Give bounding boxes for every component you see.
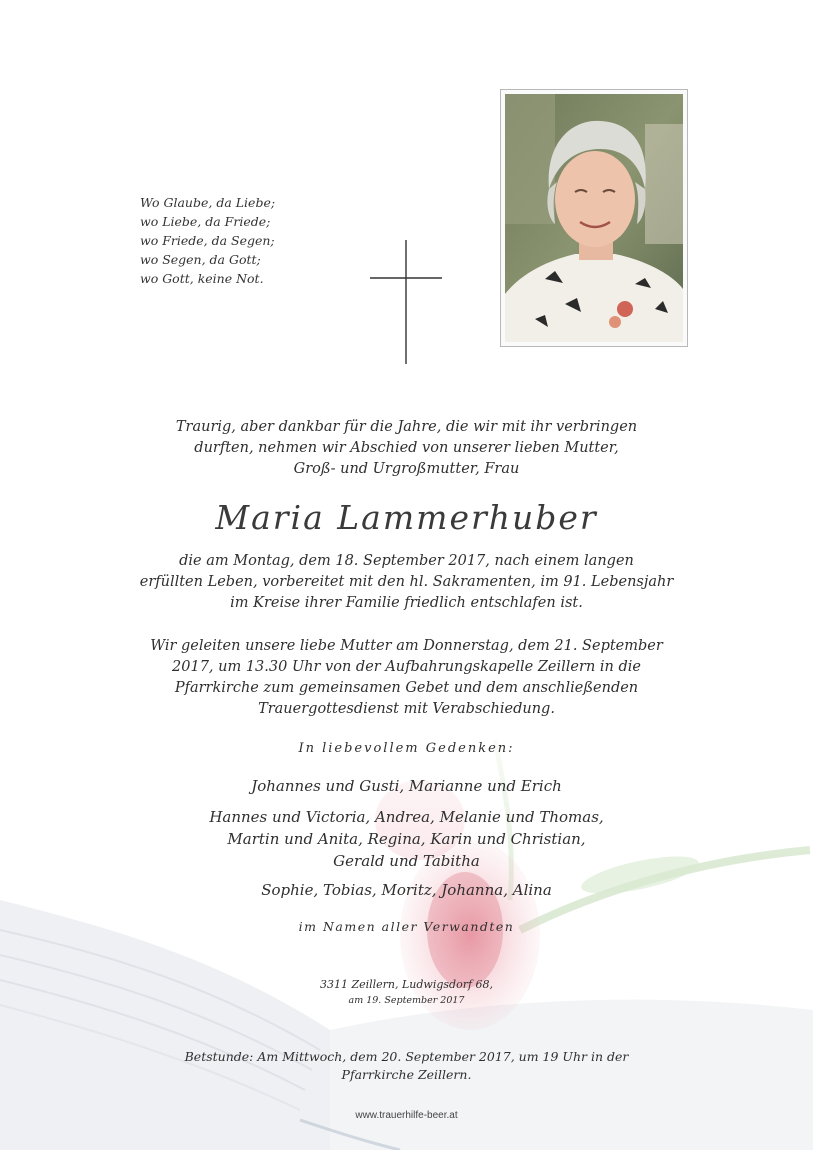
death-line: im Kreise ihrer Familie friedlich entschlafen ist. <box>230 595 583 611</box>
intro-line: Traurig, aber dankbar für die Jahre, die wir mit ihr verbringen <box>175 419 638 435</box>
funeral-line: Pfarrkirche zum gemeinsamen Gebet und dem anschließenden <box>174 680 639 696</box>
portrait-frame <box>500 89 688 347</box>
family-grandchildren <box>100 806 713 872</box>
date-line: am 19. September 2017 <box>348 995 465 1006</box>
address-block <box>100 977 713 1009</box>
verse-line: wo Friede, da Segen; <box>140 233 275 248</box>
verse-line: Wo Glaube, da Liebe; <box>140 195 276 210</box>
betstunde-line: Pfarrkirche Zeillern. <box>341 1067 472 1082</box>
family-line: Martin und Anita, Regina, Karin und Christian, <box>227 830 586 848</box>
funeral-line: Wir geleiten unsere liebe Mutter am Donnerstag, dem 21. September <box>150 638 663 654</box>
family-children: Johannes und Gusti, Marianne und Erich <box>251 777 562 795</box>
betstunde-line: Betstunde: Am Mittwoch, dem 20. September 2017, um 19 Uhr in der <box>184 1049 629 1064</box>
verse-line: wo Segen, da Gott; <box>140 252 261 267</box>
verse-line: wo Liebe, da Friede; <box>140 214 271 229</box>
death-line: die am Montag, dem 18. September 2017, nach einem langen <box>179 553 634 569</box>
death-line: erfüllten Leben, vorbereitet mit den hl. Sakramenten, im 91. Lebensjahr <box>139 574 674 590</box>
death-text <box>100 551 713 614</box>
deceased-name: Maria Lammerhuber <box>215 498 598 537</box>
verse-line: wo Gott, keine Not. <box>140 271 264 286</box>
family-line: Hannes und Victoria, Andrea, Melanie und Thomas, <box>209 808 604 826</box>
betstunde-text <box>100 1048 713 1084</box>
portrait-photo <box>505 94 683 342</box>
family-greatgrandchildren: Sophie, Tobias, Moritz, Johanna, Alina <box>261 881 552 899</box>
namen-line: im Namen aller Verwandten <box>298 919 515 934</box>
cross-icon <box>370 240 442 364</box>
website-footer: www.trauerhilfe-beer.at <box>355 1110 458 1121</box>
funeral-line: Trauergottesdienst mit Verabschiedung. <box>258 701 555 717</box>
family-line: Gerald und Tabitha <box>333 852 480 870</box>
intro-text <box>100 417 713 480</box>
intro-line: durften, nehmen wir Abschied von unserer lieben Mutter, <box>194 440 619 456</box>
verse-block <box>140 193 340 288</box>
funeral-line: 2017, um 13.30 Uhr von der Aufbahrungskapelle Zeillern in die <box>172 659 641 675</box>
intro-line: Groß- und Urgroßmutter, Frau <box>293 461 520 477</box>
funeral-text <box>100 636 713 720</box>
gedenken-heading: In liebevollem Gedenken: <box>298 741 515 756</box>
address-line: 3311 Zeillern, Ludwigsdorf 68, <box>319 978 494 991</box>
